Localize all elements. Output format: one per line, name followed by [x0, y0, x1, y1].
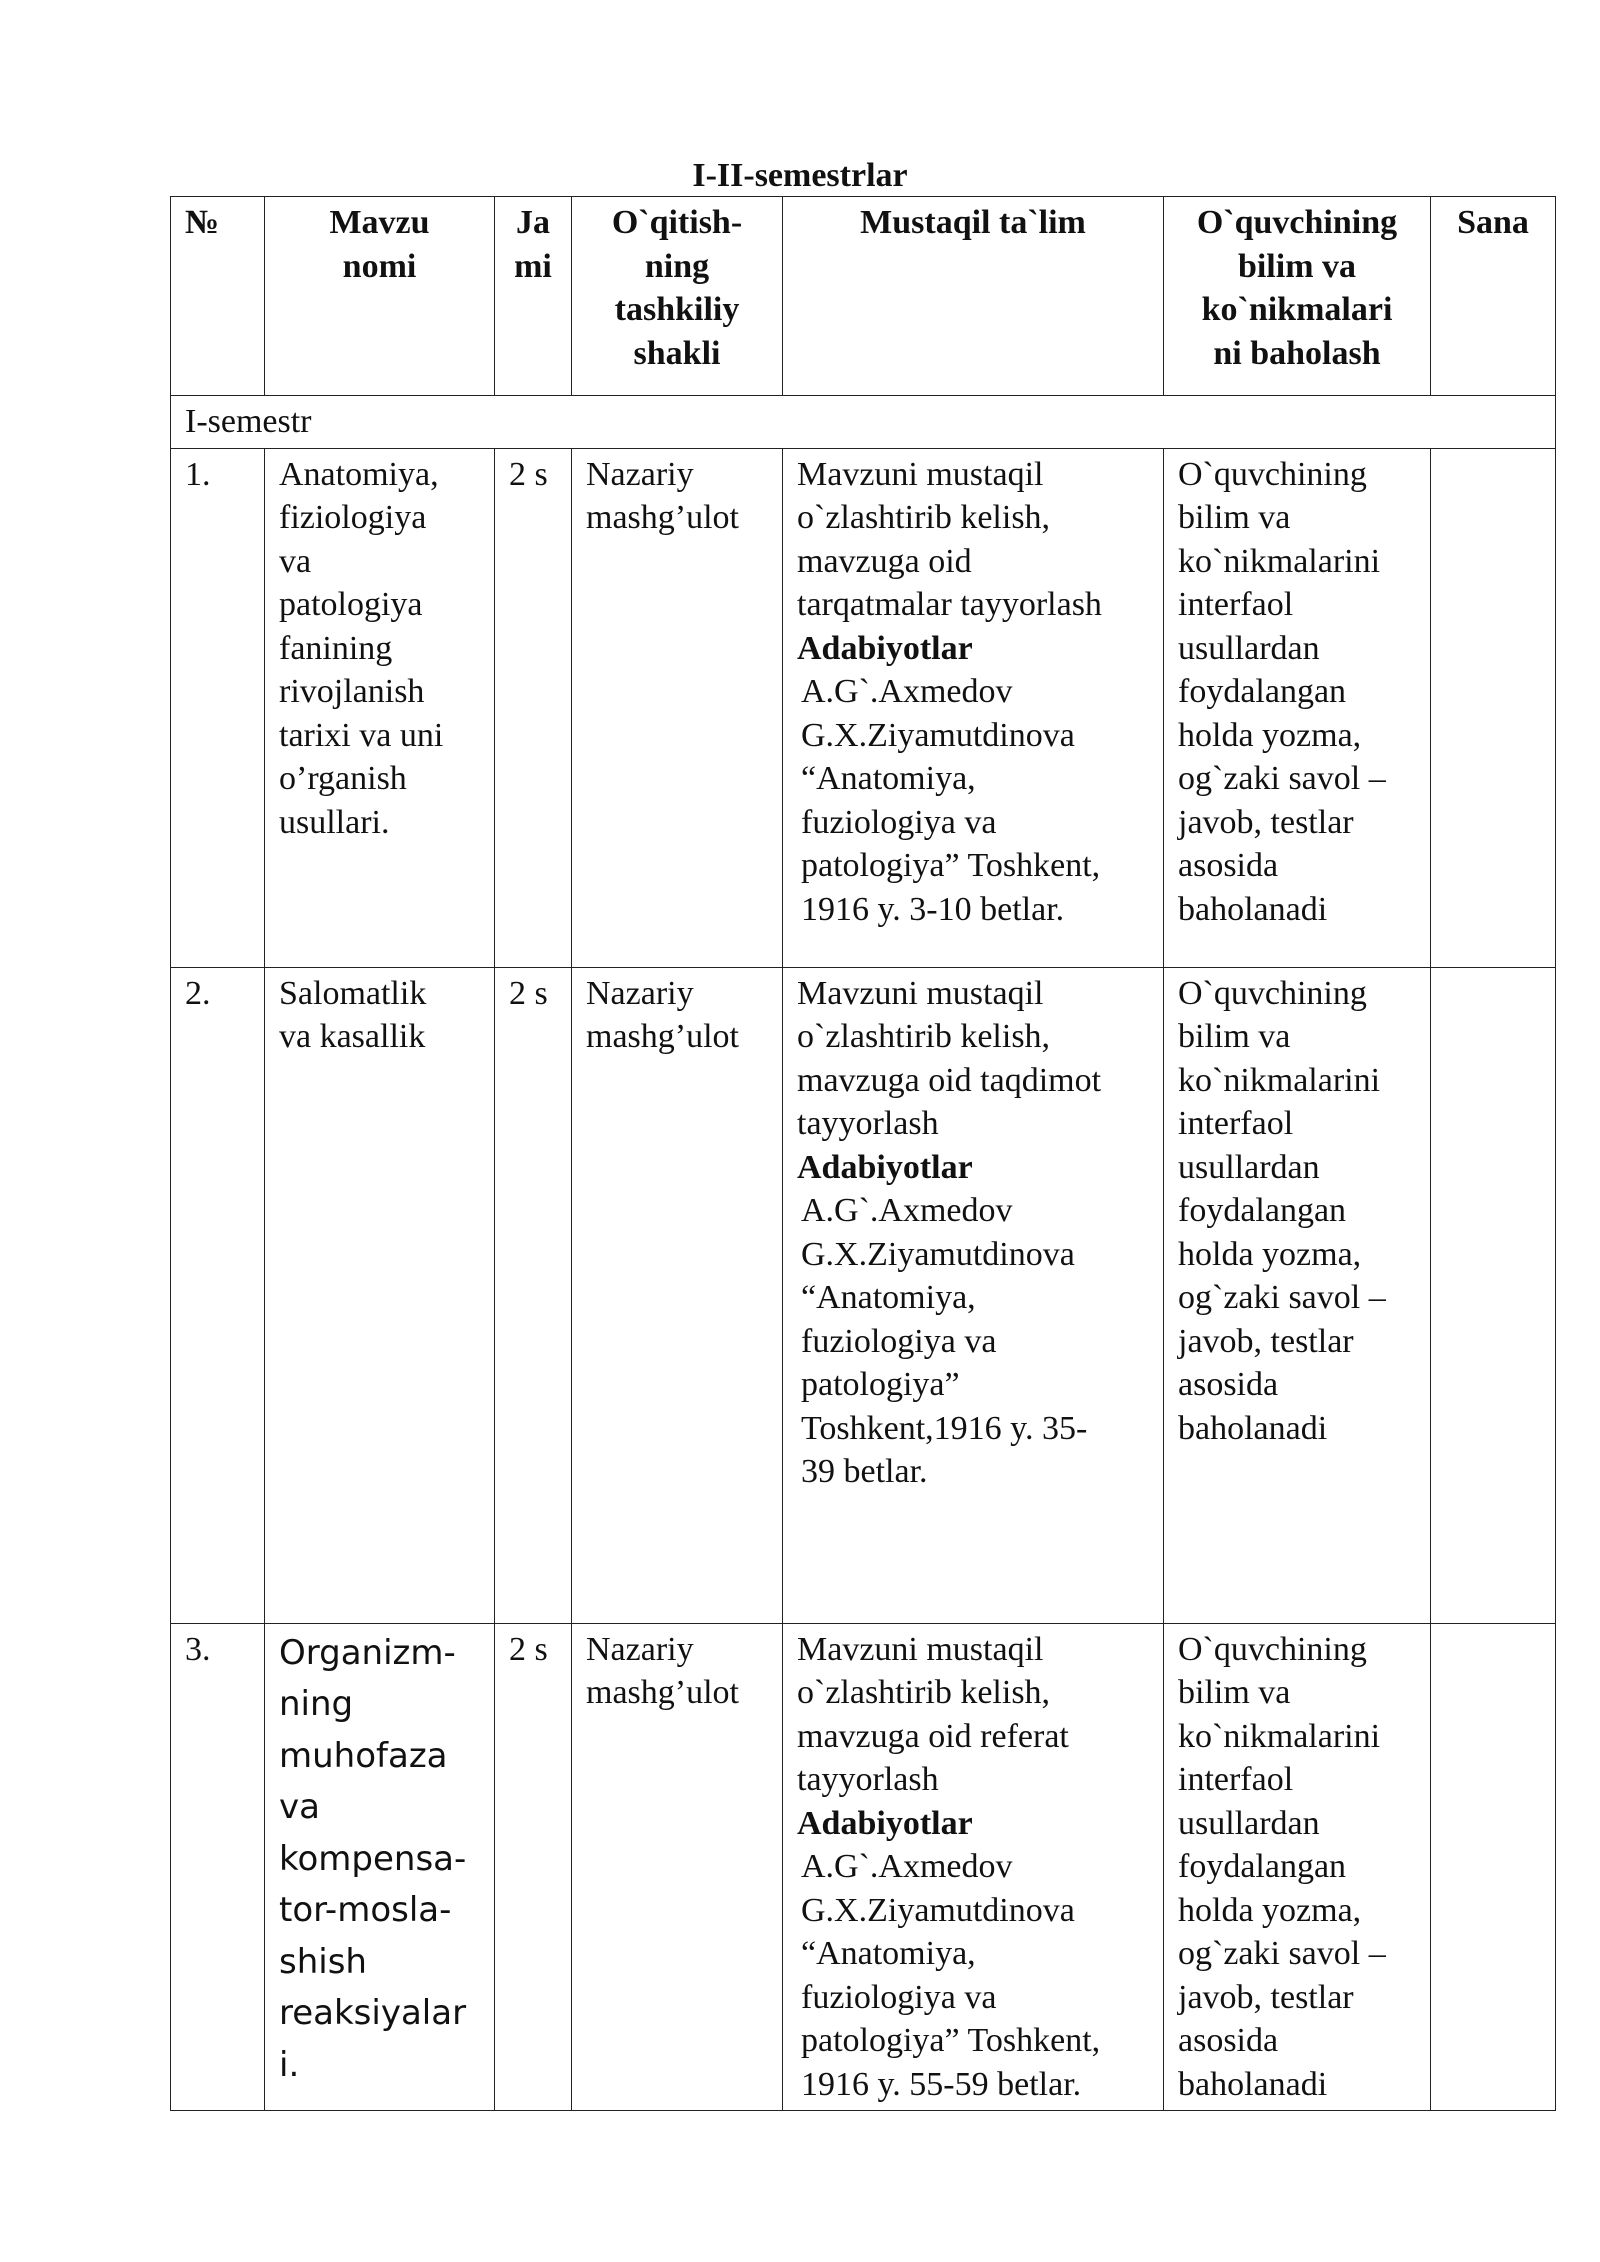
topic-cell — [265, 1623, 495, 2111]
header-text-line: nomi — [342, 247, 417, 285]
table-row — [171, 448, 1556, 967]
assessment-line: O`quvchining — [1178, 455, 1367, 493]
lesson-plan-table — [170, 196, 1556, 2111]
row-number: 2. — [171, 967, 265, 1623]
header-text-line: ni baholash — [1213, 334, 1381, 372]
literature-line: “Anatomiya, — [801, 1935, 976, 1972]
self-study-task-line: o`zlashtirib kelish, — [797, 1674, 1051, 1711]
topic-line: muhofaza — [279, 1735, 448, 1776]
assessment-line: usullardan — [1178, 1148, 1320, 1186]
header-date: Sana — [1431, 197, 1556, 396]
assessment-line: holda yozma, — [1178, 1235, 1362, 1273]
literature-line: “Anatomiya, — [801, 760, 976, 797]
assessment-line: ko`nikmalarini — [1178, 1717, 1381, 1755]
teaching-form-line: mashg’ulot — [586, 499, 739, 536]
teaching-form-line: Nazariy — [586, 974, 694, 1012]
header-topic — [265, 197, 495, 396]
literature-line: 39 betlar. — [801, 1453, 928, 1490]
page-title: I-II-semestrlar — [692, 157, 908, 194]
assessment-line: og`zaki savol – — [1178, 1935, 1386, 1972]
teaching-form-line: Nazariy — [586, 1630, 694, 1668]
assessment-line: O`quvchining — [1178, 974, 1367, 1012]
topic-line: kompensa- — [279, 1838, 467, 1879]
topic-line: shish — [279, 1941, 367, 1982]
teaching-form-line: Nazariy — [586, 455, 694, 493]
topic-line: rivojlanish — [279, 673, 425, 710]
total-hours-cell: 2 s — [495, 967, 572, 1623]
literature-line: A.G`.Axmedov — [801, 673, 1013, 710]
topic-line: reaksiyalar — [279, 1993, 467, 2033]
literature-line: 1916 y. 3-10 betlar. — [801, 890, 1065, 928]
literature-line: G.X.Ziyamutdinova — [801, 1891, 1075, 1929]
header-text-line: ko`nikmalari — [1201, 291, 1393, 328]
total-hours-cell: 2 s — [495, 1623, 572, 2111]
topic-line: Organizm- — [279, 1632, 456, 1673]
assessment-line: bilim va — [1178, 1018, 1291, 1055]
assessment-line: foydalangan — [1178, 1192, 1347, 1229]
self-study-cell — [783, 1623, 1164, 2111]
assessment-line: og`zaki savol – — [1178, 760, 1386, 797]
table-row — [171, 1623, 1556, 2111]
self-study-task-line: tarqatmalar tayyorlash — [797, 586, 1102, 623]
topic-line: tarixi va uni — [279, 716, 444, 754]
topic-line: usullari. — [279, 803, 390, 841]
teaching-form-line: mashg’ulot — [586, 1674, 739, 1711]
topic-line: ning — [279, 1684, 354, 1724]
assessment-line: foydalangan — [1178, 673, 1347, 710]
teaching-form-cell — [572, 1623, 783, 2111]
topic-line: o’rganish — [279, 760, 407, 797]
header-total — [495, 197, 572, 396]
topic-line: i. — [279, 2044, 300, 2085]
assessment-line: usullardan — [1178, 1804, 1320, 1842]
self-study-task-line: Mavzuni mustaqil — [797, 455, 1044, 493]
self-study-task-line: Mavzuni mustaqil — [797, 974, 1044, 1012]
assessment-line: asosida — [1178, 847, 1279, 884]
topic-line: tor-mosla- — [279, 1890, 452, 1930]
literature-line: Toshkent,1916 y. 35- — [801, 1409, 1088, 1447]
header-text-line: shakli — [633, 334, 721, 372]
literature-heading: Adabiyotlar — [797, 1804, 973, 1842]
topic-line: Salomatlik — [279, 974, 427, 1012]
header-number: № — [171, 197, 265, 396]
assessment-cell — [1164, 448, 1431, 967]
topic-line: patologiya — [279, 586, 423, 623]
assessment-line: usullardan — [1178, 629, 1320, 667]
topic-line: va kasallik — [279, 1018, 426, 1055]
header-text-line: bilim va — [1237, 247, 1357, 285]
row-number: 3. — [171, 1623, 265, 2111]
header-text-line: Mavzu — [329, 204, 430, 241]
topic-line: fiziologiya — [279, 499, 427, 536]
literature-line: G.X.Ziyamutdinova — [801, 716, 1075, 754]
assessment-line: javob, testlar — [1178, 1322, 1354, 1360]
literature-line: patologiya” Toshkent, — [801, 847, 1101, 884]
header-text-line: ning — [644, 247, 710, 285]
literature-heading: Adabiyotlar — [797, 629, 973, 667]
header-assessment — [1164, 197, 1431, 396]
assessment-line: og`zaki savol – — [1178, 1279, 1386, 1316]
header-text-line: mi — [514, 247, 552, 285]
assessment-line: baholanadi — [1178, 890, 1328, 928]
literature-line: A.G`.Axmedov — [801, 1192, 1013, 1229]
date-cell — [1431, 448, 1556, 967]
assessment-line: asosida — [1178, 1366, 1279, 1403]
header-text-line: Ja — [516, 204, 550, 241]
self-study-task-line: tayyorlash — [797, 1761, 939, 1798]
self-study-task-line: mavzuga oid taqdimot — [797, 1061, 1102, 1099]
row-number: 1. — [171, 448, 265, 967]
self-study-task-line: Mavzuni mustaqil — [797, 1630, 1044, 1668]
date-cell — [1431, 967, 1556, 1623]
assessment-cell — [1164, 1623, 1431, 2111]
assessment-line: ko`nikmalarini — [1178, 1061, 1381, 1099]
teaching-form-line: mashg’ulot — [586, 1018, 739, 1055]
assessment-line: baholanadi — [1178, 2065, 1328, 2103]
header-row — [171, 197, 1556, 396]
topic-cell — [265, 448, 495, 967]
self-study-task-line: o`zlashtirib kelish, — [797, 499, 1051, 536]
assessment-cell — [1164, 967, 1431, 1623]
assessment-line: foydalangan — [1178, 1848, 1347, 1885]
assessment-line: O`quvchining — [1178, 1630, 1367, 1668]
literature-line: fuziologiya va — [801, 1978, 997, 2016]
total-hours-cell: 2 s — [495, 448, 572, 967]
assessment-line: javob, testlar — [1178, 1978, 1354, 2016]
literature-line: “Anatomiya, — [801, 1279, 976, 1316]
assessment-line: ko`nikmalarini — [1178, 542, 1381, 580]
assessment-line: interfaol — [1178, 586, 1294, 623]
literature-line: 1916 y. 55-59 betlar. — [801, 2065, 1082, 2103]
topic-line: Anatomiya, — [279, 455, 439, 493]
assessment-line: holda yozma, — [1178, 716, 1362, 754]
topic-line: va — [279, 542, 312, 580]
semester-label: I-semestr — [171, 396, 1556, 449]
self-study-task-line: tayyorlash — [797, 1105, 939, 1142]
header-text-line: tashkiliy — [614, 291, 740, 328]
table-row — [171, 967, 1556, 1623]
literature-line: G.X.Ziyamutdinova — [801, 1235, 1075, 1273]
literature-line: fuziologiya va — [801, 1322, 997, 1360]
self-study-cell — [783, 448, 1164, 967]
assessment-line: baholanadi — [1178, 1409, 1328, 1447]
teaching-form-cell — [572, 967, 783, 1623]
semester-row — [171, 396, 1556, 449]
self-study-task-line: mavzuga oid — [797, 542, 972, 580]
assessment-line: interfaol — [1178, 1761, 1294, 1798]
assessment-line: bilim va — [1178, 499, 1291, 536]
literature-heading: Adabiyotlar — [797, 1148, 973, 1186]
header-teaching-form — [572, 197, 783, 396]
assessment-line: bilim va — [1178, 1674, 1291, 1711]
header-self-study: Mustaqil ta`lim — [783, 197, 1164, 396]
assessment-line: javob, testlar — [1178, 803, 1354, 841]
header-text-line: O`quvchining — [1196, 204, 1398, 241]
literature-line: A.G`.Axmedov — [801, 1848, 1013, 1885]
self-study-cell — [783, 967, 1164, 1623]
assessment-line: interfaol — [1178, 1105, 1294, 1142]
self-study-task-line: mavzuga oid referat — [797, 1717, 1069, 1755]
topic-cell — [265, 967, 495, 1623]
topic-line: fanining — [279, 629, 393, 667]
assessment-line: holda yozma, — [1178, 1891, 1362, 1929]
self-study-task-line: o`zlashtirib kelish, — [797, 1018, 1051, 1055]
literature-line: patologiya” Toshkent, — [801, 2022, 1101, 2059]
teaching-form-cell — [572, 448, 783, 967]
assessment-line: asosida — [1178, 2022, 1279, 2059]
topic-line: va — [279, 1787, 320, 1827]
literature-line: patologiya” — [801, 1366, 960, 1403]
literature-line: fuziologiya va — [801, 803, 997, 841]
date-cell — [1431, 1623, 1556, 2111]
header-text-line: O`qitish- — [611, 204, 743, 241]
